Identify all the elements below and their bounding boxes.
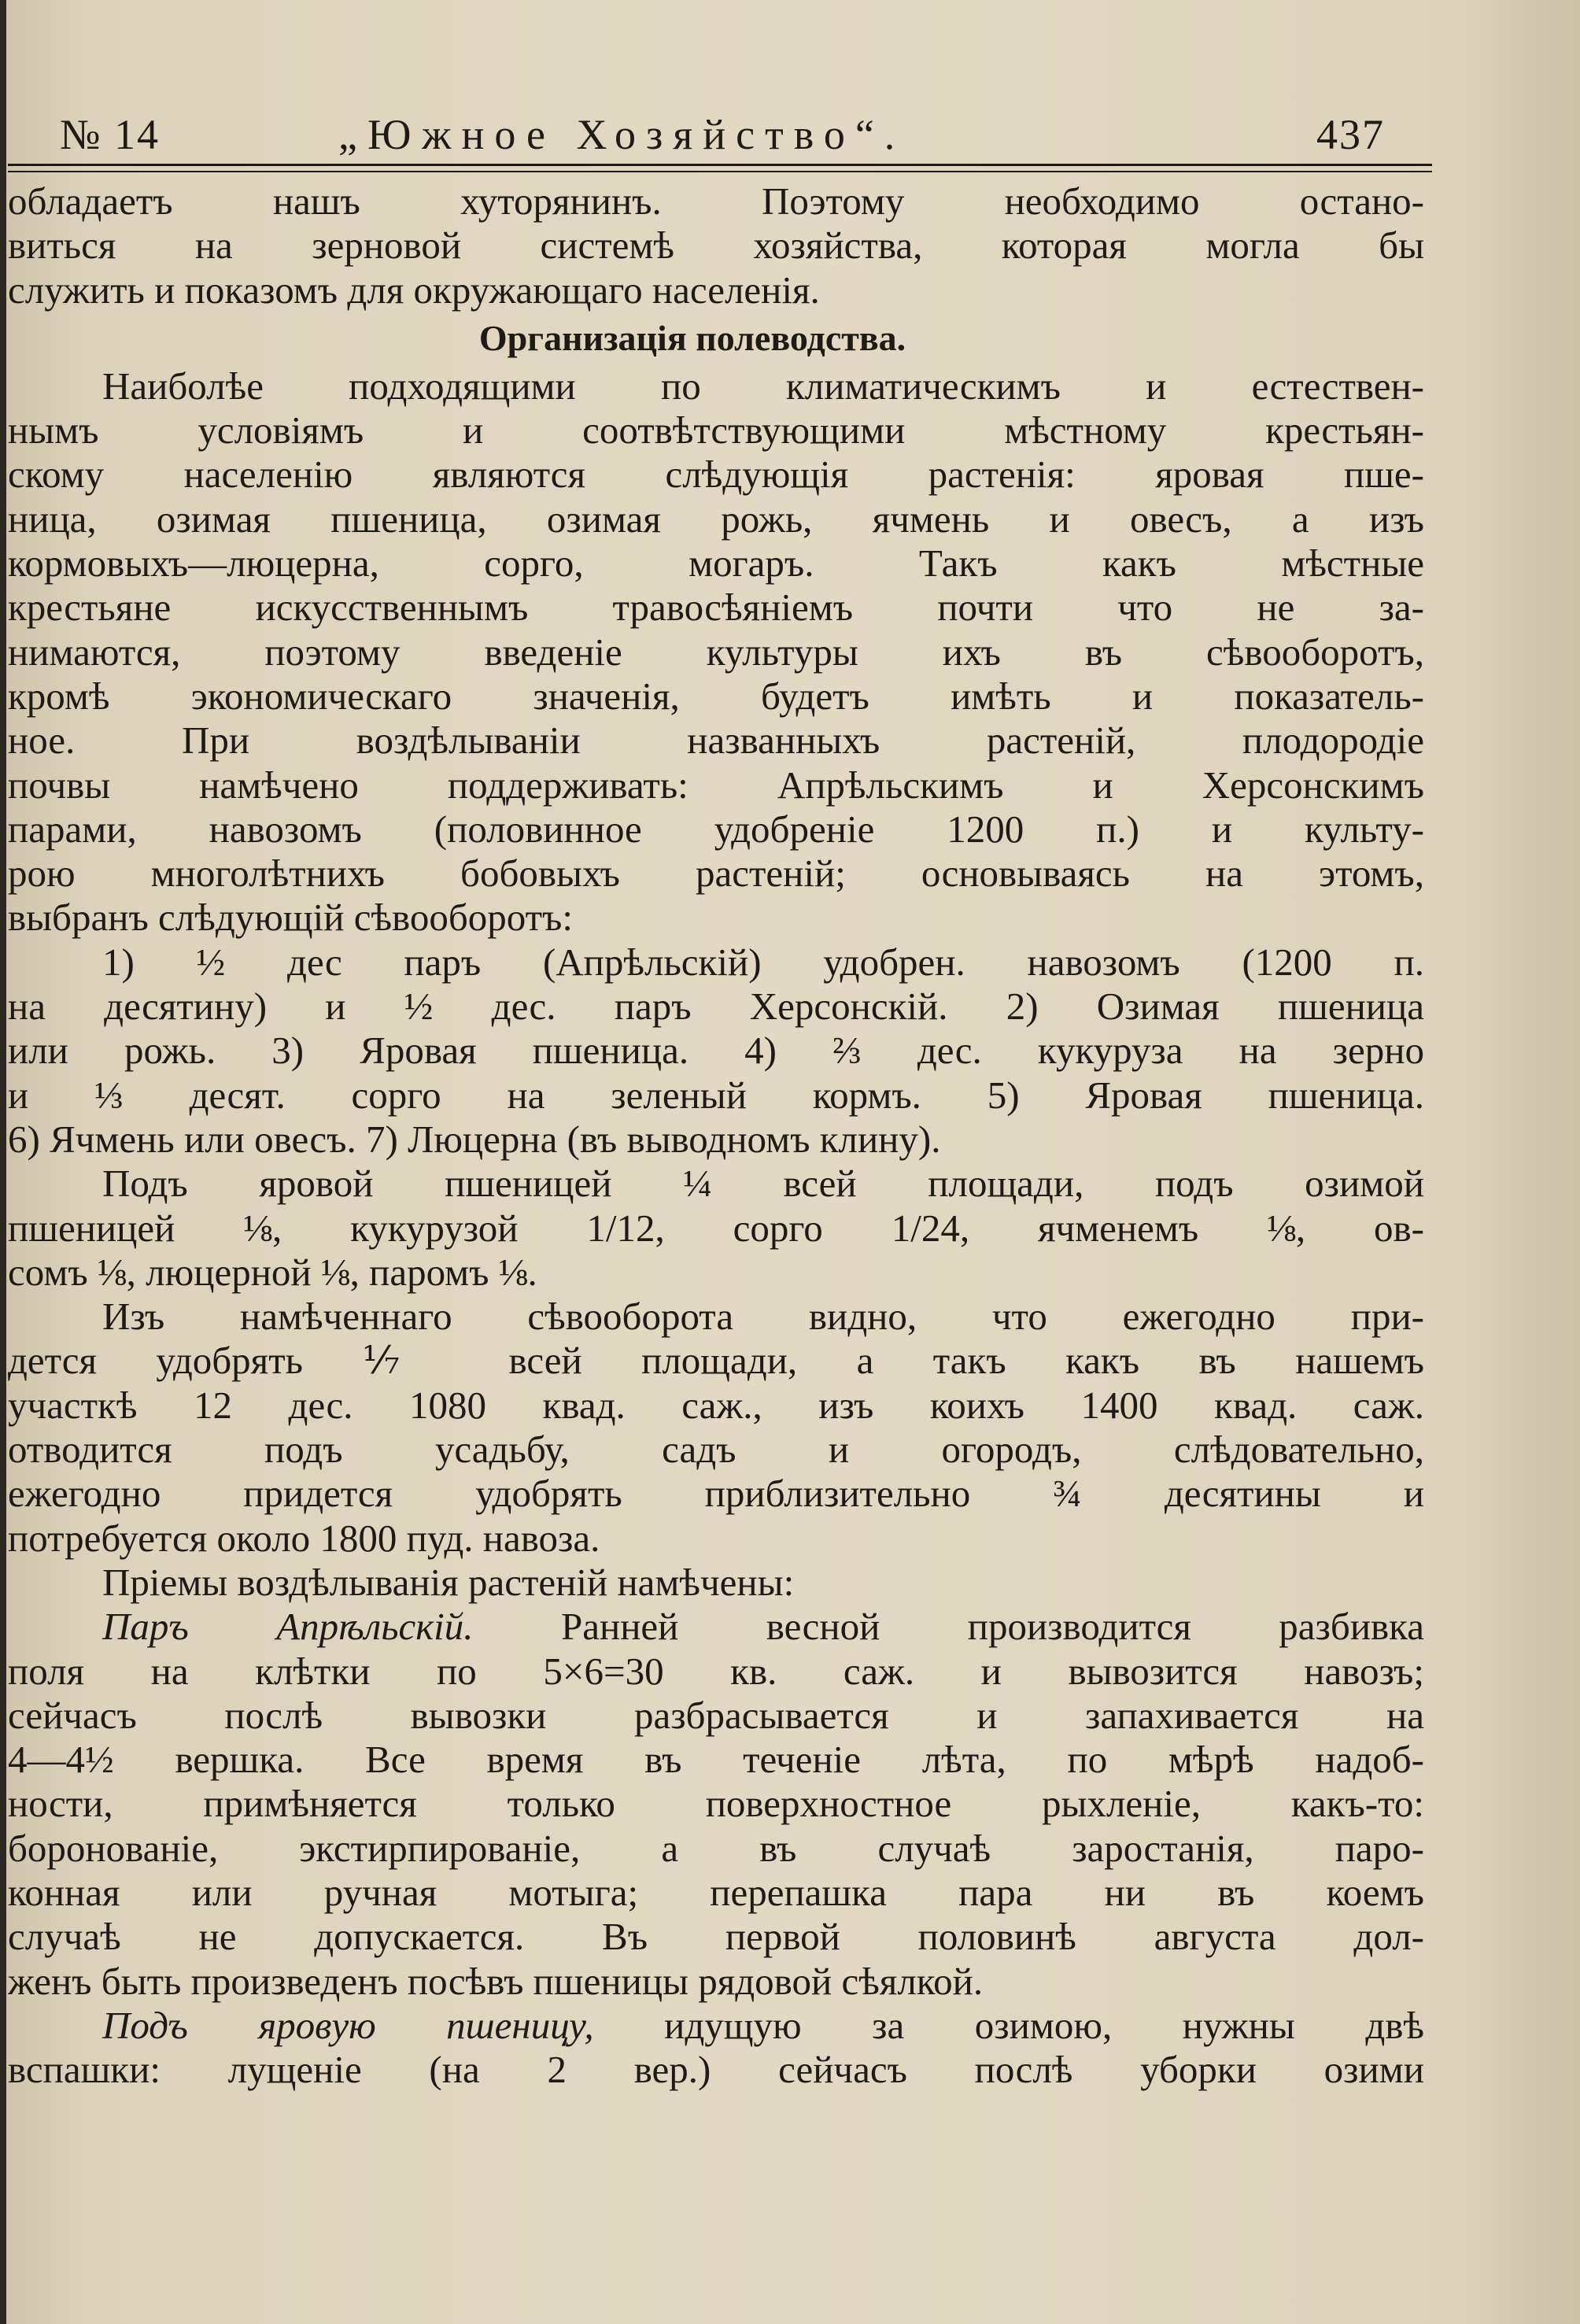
text-line: парами, навозомъ (половинное удобреніе 1200 п.) и культу- [8,807,1424,851]
text-line: выбранъ слѣдующій сѣвооборотъ: [8,896,574,940]
section-heading: Организація полеводства. [478,317,906,358]
text-line: и ⅓ десят. сорго на зеленый кормъ. 5) Яровая пшеница. [8,1073,1424,1117]
text-line: ежегодно придется удобрять приблизительно ¾ десятины и [8,1472,1424,1516]
text-line: женъ быть произведенъ посѣвъ пшеницы рядовой сѣялкой. [8,1959,984,2003]
text-line: поля на клѣтки по 5×6=30 кв. саж. и вывозится навозъ; [8,1649,1424,1693]
text-line: кормовыхъ—люцерна, сорго, могаръ. Такъ какъ мѣстные [8,541,1424,586]
text-line: ности, примѣняется только поверхностное рыхленіе, какъ-то: [8,1782,1424,1826]
text-line: почвы намѣчено поддерживать: Апрѣльскимъ и Херсонскимъ [8,763,1424,807]
text-line: рою многолѣтнихъ бобовыхъ растеній; основываясь на этомъ, [8,852,1424,896]
text-line: кромѣ экономическаго значенія, будетъ имѣть и показатель- [8,674,1424,718]
text-line: служить и показомъ для окружающаго населенія. [8,268,820,312]
page-number: 437 [1316,111,1385,158]
text-line: сейчасъ послѣ вывозки разбрасывается и запахивается на [8,1693,1424,1737]
header-rule-thick [8,164,1432,166]
text-line: Пріемы воздѣлыванія растеній намѣчены: [102,1560,795,1604]
text-line: 1) ½ дес паръ (Апрѣльскій) удобрен. навозомъ (1200 п. [102,940,1424,984]
text-line: крестьяне искусственнымъ травосѣяніемъ почти что не за- [8,586,1424,630]
text-line: отводится подъ усадьбу, садъ и огородъ, слѣдовательно, [8,1428,1424,1472]
text-fragment: Ранней весной производится разбивка [560,1605,1424,1649]
text-line: скому населенію являются слѣдующія растенія: яровая пше- [8,453,1424,497]
text-line: конная или ручная мотыга; перепашка пара ни въ коемъ [8,1870,1424,1914]
article-body [8,179,1424,2092]
text-line: Подъ яровой пшеницей ¼ всей площади, подъ озимой [102,1162,1424,1206]
italic-lead: Паръ Апрѣльскій. [102,1605,474,1649]
text-line [8,2004,1424,2048]
text-line: 4—4½ вершка. Все время въ теченіе лѣта, по мѣрѣ надоб- [8,1738,1424,1782]
text-line: на десятину) и ½ дес. паръ Херсонскій. 2) Озимая пшеница [8,985,1424,1029]
text-line: виться на зерновой системѣ хозяйства, которая могла бы [8,224,1424,268]
text-line: обладаетъ нашъ хуторянинъ. Поэтому необходимо остано- [8,179,1424,223]
text-line: участкѣ 12 дес. 1080 квад. саж., изъ коихъ 1400 квад. саж. [8,1383,1424,1427]
text-line: дется удобрять ⅐ всей площади, а такъ какъ въ нашемъ [8,1339,1424,1383]
journal-title: „Южное Хозяйство“. [338,111,906,158]
text-line: ница, озимая пшеница, озимая рожь, ячмень и овесъ, а изъ [8,497,1424,541]
text-line: потребуется около 1800 пуд. навоза. [8,1516,600,1560]
text-line: случаѣ не допускается. Въ первой половинѣ августа дол- [8,1915,1424,1959]
page-binding-edge [0,0,6,2324]
issue-number: № 14 [60,111,161,158]
text-line: сомъ ⅛, люцерной ⅛, паромъ ⅛. [8,1250,537,1294]
text-line [8,1605,1424,1649]
text-line: ное. При воздѣлываніи названныхъ растеній, плодородіе [8,719,1424,763]
running-header [47,110,1385,165]
text-line: Наиболѣе подходящими по климатическимъ и естествен- [102,364,1424,408]
text-line: боронованіе, экстирпированіе, а въ случаѣ заростанія, паро- [8,1826,1424,1870]
header-rule-thin [8,171,1432,172]
text-line: 6) Ячмень или овесъ. 7) Люцерна (въ выводномъ клину). [8,1117,941,1161]
text-line: нымъ условіямъ и соотвѣтствующими мѣстному крестьян- [8,408,1424,453]
text-line: Изъ намѣченнаго сѣвооборота видно, что ежегодно при- [102,1295,1424,1339]
text-line: вспашки: лущеніе (на 2 вер.) сейчасъ послѣ уборки озими [8,2048,1424,2092]
text-line: или рожь. 3) Яровая пшеница. 4) ⅔ дес. кукуруза на зерно [8,1029,1424,1073]
text-fragment: идущую за озимою, нужны двѣ [664,2003,1424,2047]
text-line: пшеницей ⅛, кукурузой 1/12, сорго 1/24, ячменемъ ⅛, ов- [8,1206,1424,1250]
italic-lead: Подъ яровую пшеницу, [102,2003,594,2047]
text-line: нимаются, поэтому введеніе культуры ихъ въ сѣвооборотъ, [8,630,1424,674]
